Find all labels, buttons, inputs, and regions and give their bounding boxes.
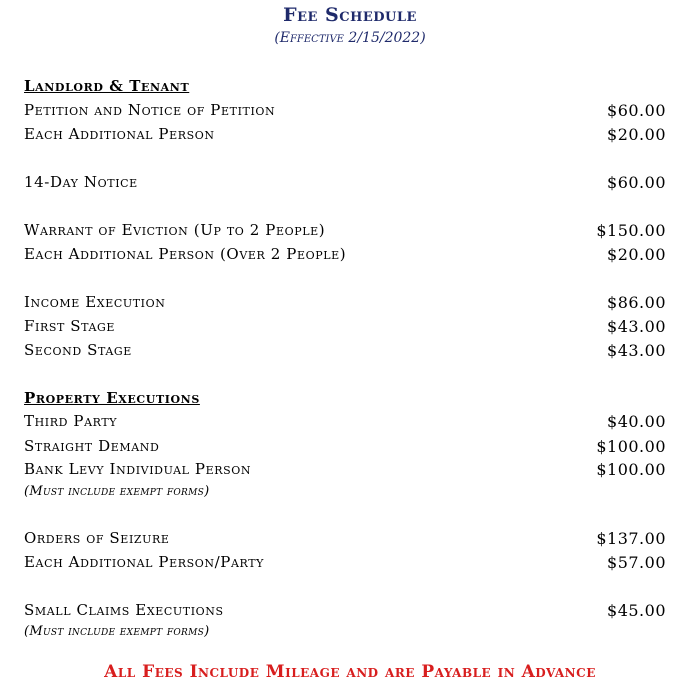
row-amount: $45.00 <box>607 601 666 620</box>
fee-row <box>24 529 666 551</box>
payment-notice: All Fees Include Mileage and are Payable in Advance <box>104 662 596 682</box>
fee-row <box>24 293 666 315</box>
row-label: Second Stage <box>24 341 132 359</box>
row-label: Straight Demand <box>24 437 160 455</box>
row-label: First Stage <box>24 317 116 335</box>
row-label: Each Additional Person <box>24 125 215 143</box>
row-label: Warrant of Eviction (Up to 2 People) <box>24 221 326 239</box>
row-label: Each Additional Person (Over 2 People) <box>24 245 347 263</box>
fee-row <box>24 341 666 363</box>
row-amount: $43.00 <box>607 341 666 360</box>
row-amount: $150.00 <box>596 221 666 240</box>
row-label: Each Additional Person/Party <box>24 553 264 571</box>
row-label: Landlord & Tenant <box>24 77 190 95</box>
row-amount: $86.00 <box>607 293 666 312</box>
row-amount: $40.00 <box>607 412 666 431</box>
section-heading-landlord-tenant <box>24 77 666 99</box>
row-amount: $20.00 <box>607 125 666 144</box>
row-label: Property Executions <box>24 389 200 407</box>
fee-row <box>24 601 666 623</box>
row-amount: $43.00 <box>607 317 666 336</box>
row-label: Third Party <box>24 412 118 430</box>
fee-row <box>24 437 666 459</box>
row-label: Small Claims Executions <box>24 601 224 619</box>
fee-note <box>24 484 666 506</box>
row-label: Bank Levy Individual Person <box>24 460 252 478</box>
fee-row <box>24 101 666 123</box>
fee-row <box>24 125 666 147</box>
row-amount: $60.00 <box>607 173 666 192</box>
fee-row <box>24 317 666 339</box>
fee-row <box>24 460 666 482</box>
row-label: Income Execution <box>24 293 166 311</box>
row-note: (Must include exempt forms) <box>24 624 210 639</box>
row-label: 14-Day Notice <box>24 173 138 191</box>
row-amount: $60.00 <box>607 101 666 120</box>
row-amount: $137.00 <box>596 529 666 548</box>
row-note: (Must include exempt forms) <box>24 484 210 499</box>
fee-row <box>24 173 666 195</box>
fee-note <box>24 624 666 646</box>
fee-row <box>24 245 666 267</box>
fee-row <box>24 412 666 434</box>
row-amount: $57.00 <box>607 553 666 572</box>
section-heading-property-executions <box>24 389 666 411</box>
page-title: Fee Schedule <box>283 4 417 26</box>
row-amount: $20.00 <box>607 245 666 264</box>
row-label: Petition and Notice of Petition <box>24 101 276 119</box>
fee-row <box>24 221 666 243</box>
row-label: Orders of Seizure <box>24 529 170 547</box>
row-amount: $100.00 <box>596 437 666 456</box>
fee-row <box>24 553 666 575</box>
row-amount: $100.00 <box>596 460 666 479</box>
effective-date: (Effective 2/15/2022) <box>274 30 426 46</box>
